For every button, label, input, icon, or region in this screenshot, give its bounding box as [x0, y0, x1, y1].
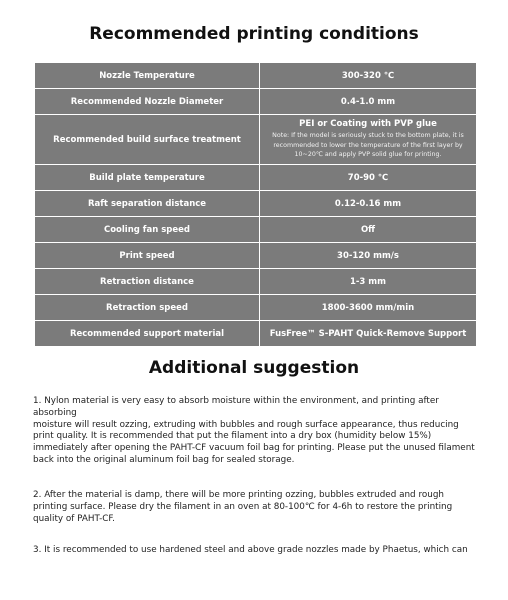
section-title: Additional suggestion	[148, 358, 360, 378]
row-value: Off	[260, 217, 477, 243]
table-row	[35, 63, 477, 89]
paragraph: 2. After the material is damp, there will be more printing ozzing, bubbles extruded and rough printing surface. Please dry the filament in an oven at 80-100℃ for 4-6h to restore the printing quality of PAHT-CF.	[33, 490, 453, 524]
paragraph: 3. It is recommended to use hardened steel and above grade nozzles made by Phaetus, which can	[33, 545, 468, 555]
paragraph: 1. Nylon material is very easy to absorb moisture within the environment, and printing after absorbing moisture will result ozzing, extruding with bubbles and rough surface appearance, thus reducing print quality. It is recommended that put the filament into a dry box (humidity below 15%) immediately after opening the PAHT-CF vacuum foil bag for printing. Please put the unused filament back into the original aluminum foil bag for sealed storage.	[33, 396, 475, 465]
row-label: Build plate temperature	[35, 165, 260, 191]
printing-conditions-table	[34, 62, 477, 347]
row-label: Raft separation distance	[35, 191, 260, 217]
row-label: Recommended support material	[35, 321, 260, 347]
row-value: 300-320 ℃	[260, 63, 477, 89]
row-label: Retraction speed	[35, 295, 260, 321]
row-value: 1-3 mm	[260, 269, 477, 295]
row-value: 0.12-0.16 mm	[260, 191, 477, 217]
row-label: Nozzle Temperature	[35, 63, 260, 89]
table-row	[35, 165, 477, 191]
table-row	[35, 295, 477, 321]
page-title: Recommended printing conditions	[89, 24, 419, 44]
row-value: 0.4-1.0 mm	[260, 89, 477, 115]
row-note: Note: If the model is seriously stuck to the bottom plate, it is recommended to lower the temperature of the first layer by 10~20℃ and apply PVP solid glue for printing.	[272, 132, 464, 159]
row-label: Recommended build surface treatment	[35, 115, 260, 165]
row-label: Print speed	[35, 243, 260, 269]
row-label: Recommended Nozzle Diameter	[35, 89, 260, 115]
table-row	[35, 89, 477, 115]
table-row	[35, 321, 477, 347]
table-row	[35, 269, 477, 295]
row-value: PEI or Coating with PVP glue	[299, 119, 437, 130]
table-row	[35, 191, 477, 217]
row-label: Cooling fan speed	[35, 217, 260, 243]
row-value-cell	[260, 115, 477, 165]
row-value: 70-90 ℃	[260, 165, 477, 191]
row-value: 1800-3600 mm/min	[260, 295, 477, 321]
row-value: FusFree™ S-PAHT Quick-Remove Support	[260, 321, 477, 347]
table-row	[35, 243, 477, 269]
row-label: Retraction distance	[35, 269, 260, 295]
table-row	[35, 115, 477, 165]
table-row	[35, 217, 477, 243]
row-value: 30-120 mm/s	[260, 243, 477, 269]
